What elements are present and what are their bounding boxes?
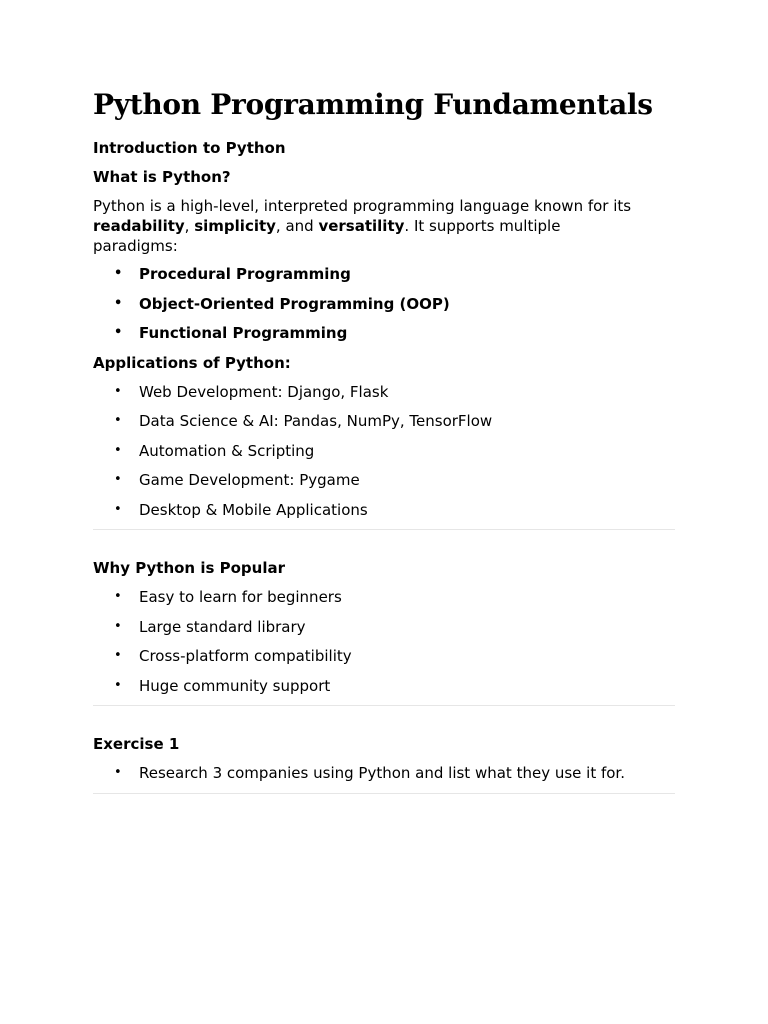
what-paragraph bbox=[93, 196, 633, 256]
bold-versatility: versatility bbox=[318, 217, 405, 235]
bold-simplicity: simplicity bbox=[194, 217, 276, 235]
what-heading: What is Python? bbox=[93, 168, 231, 186]
list-item: • Functional Programming bbox=[93, 323, 675, 343]
section-divider bbox=[93, 705, 675, 706]
list-item: • Procedural Programming bbox=[93, 264, 675, 284]
paradigms-list bbox=[93, 264, 675, 343]
what-sep-1: , bbox=[184, 217, 195, 235]
list-item: • Data Science & AI: Pandas, NumPy, TensorFlow bbox=[93, 411, 675, 431]
list-item: • Game Development: Pygame bbox=[93, 470, 675, 490]
list-item: • Automation & Scripting bbox=[93, 441, 675, 461]
list-item: • Large standard library bbox=[93, 617, 675, 637]
what-text-1: Python is a high-level, interpreted programming language known for its bbox=[93, 197, 632, 215]
what-text-2: . It supports multiple paradigms: bbox=[93, 217, 561, 255]
section-divider bbox=[93, 529, 675, 530]
applications-heading: Applications of Python: bbox=[93, 353, 291, 372]
list-item: • Huge community support bbox=[93, 676, 675, 696]
popular-heading: Why Python is Popular bbox=[93, 559, 285, 577]
exercise-heading: Exercise 1 bbox=[93, 735, 180, 753]
popular-list bbox=[93, 587, 675, 696]
applications-list bbox=[93, 382, 675, 520]
page-title: Python Programming Fundamentals bbox=[93, 88, 653, 121]
list-item: • Object-Oriented Programming (OOP) bbox=[93, 294, 675, 314]
bold-readability: readability bbox=[93, 217, 185, 235]
list-item: • Research 3 companies using Python and list what they use it for. bbox=[93, 763, 675, 783]
what-sep-2: , and bbox=[275, 217, 319, 235]
list-item: • Web Development: Django, Flask bbox=[93, 382, 675, 402]
list-item: • Desktop & Mobile Applications bbox=[93, 500, 675, 520]
section-divider bbox=[93, 793, 675, 794]
exercise-list bbox=[93, 763, 675, 783]
intro-heading: Introduction to Python bbox=[93, 139, 286, 157]
list-item: • Easy to learn for beginners bbox=[93, 587, 675, 607]
list-item: • Cross-platform compatibility bbox=[93, 646, 675, 666]
